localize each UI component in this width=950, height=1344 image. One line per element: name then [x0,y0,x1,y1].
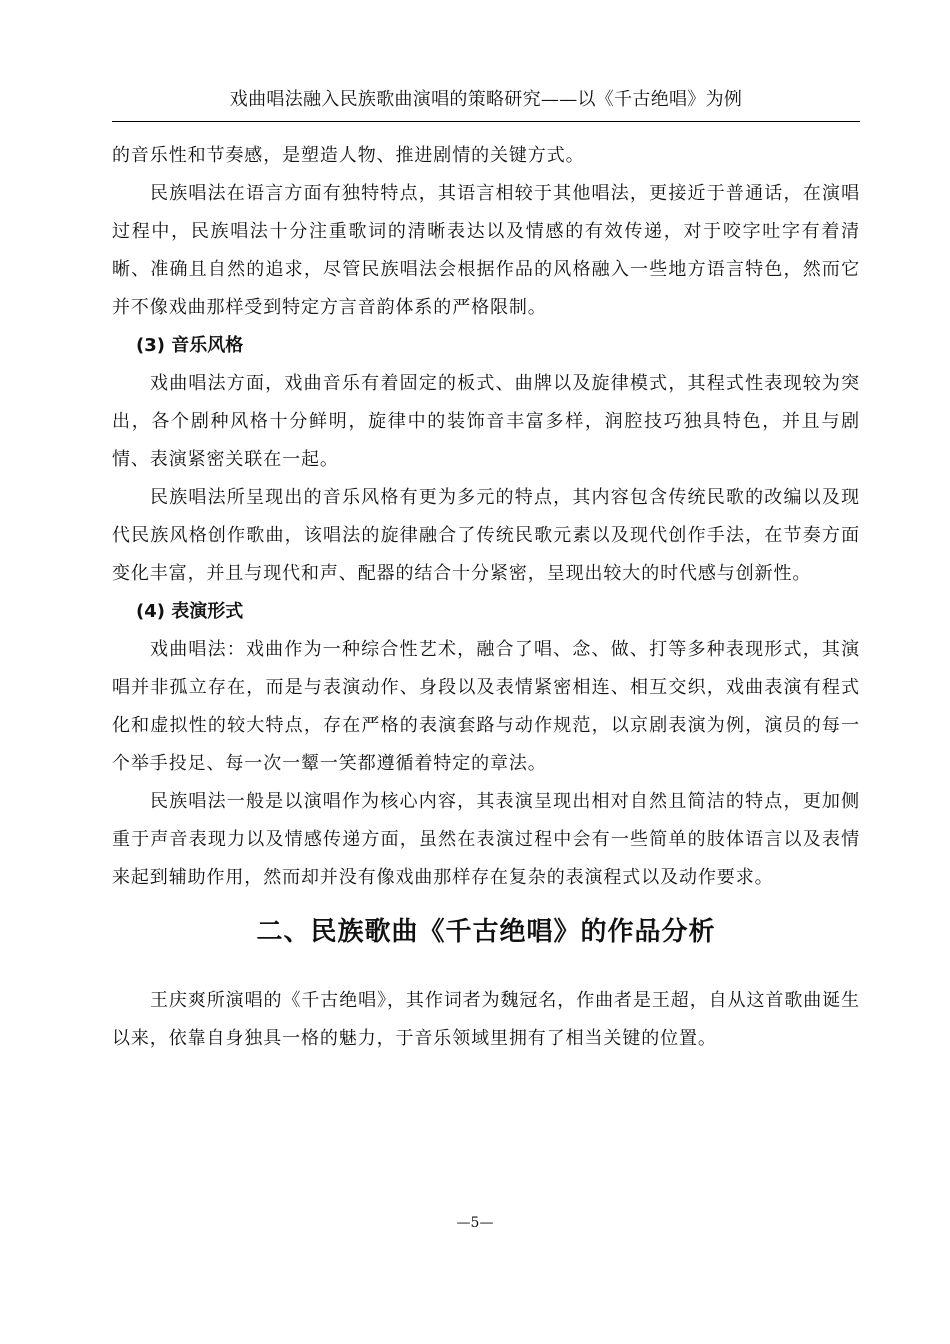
page-number: —5— [456,1215,494,1231]
subheading-music-style: (3) 音乐风格 [136,335,244,356]
paragraph-continued: 的音乐性和节奏感，是塑造人物、推进剧情的关键方式。 [112,145,585,166]
paragraph-opera-music: 戏曲唱法方面，戏曲音乐有着固定的板式、曲牌以及旋律模式，其程式性表现较为突出，各个剧种风格十分鲜明，旋律中的装饰音丰富多样，润腔技巧独具特色，并且与剧情、表演紧密关联在一起。 [112,373,860,470]
running-header: 戏曲唱法融入民族歌曲演唱的策略研究——以《千古绝唱》为例 [229,89,743,110]
subheading-performance-form: (4) 表演形式 [136,601,244,622]
paragraph-opera-performance: 戏曲唱法：戏曲作为一种综合性艺术，融合了唱、念、做、打等多种表现形式，其演唱并非孤立存在，而是与表演动作、身段以及表情紧密相连、相互交织，戏曲表演有程式化和虚拟性的较大特点，存在严格的表演套路与动作规范，以京剧表演为例，演员的每一个举手投足、每一次一颦一笑都遵循着特定的章法。 [112,639,860,774]
paragraph-work-intro: 王庆爽所演唱的《千古绝唱》，其作词者为魏冠名，作曲者是王超，自从这首歌曲诞生以来，依靠自身独具一格的魅力，于音乐领域里拥有了相当关键的位置。 [112,990,860,1049]
paragraph-language: 民族唱法在语言方面有独特特点，其语言相较于其他唱法，更接近于普通话，在演唱过程中，民族唱法十分注重歌词的清晰表达以及情感的有效传递，对于咬字吐字有着清晰、准确且自然的追求，尽管民族唱法会根据作品的风格融入一些地方语言特色，然而它并不像戏曲那样受到特定方言音韵体系的严格限制。 [112,183,860,318]
body-text [112,137,860,897]
paragraph-folk-music: 民族唱法所呈现出的音乐风格有更为多元的特点，其内容包含传统民歌的改编以及现代民族风格创作歌曲，该唱法的旋律融合了传统民歌元素以及现代创作手法，在节奏方面变化丰富，并且与现代和声、配器的结合十分紧密，呈现出较大的时代感与创新性。 [112,487,860,584]
header-rule [112,121,860,122]
section-body [112,982,860,1058]
paragraph-folk-performance: 民族唱法一般是以演唱作为核心内容，其表演呈现出相对自然且简洁的特点，更加侧重于声音表现力以及情感传递方面，虽然在表演过程中会有一些简单的肢体语言以及表情来起到辅助作用，然而却并没有像戏曲那样存在复杂的表演程式以及动作要求。 [112,791,860,888]
section-heading: 二、民族歌曲《千古绝唱》的作品分析 [256,917,716,947]
